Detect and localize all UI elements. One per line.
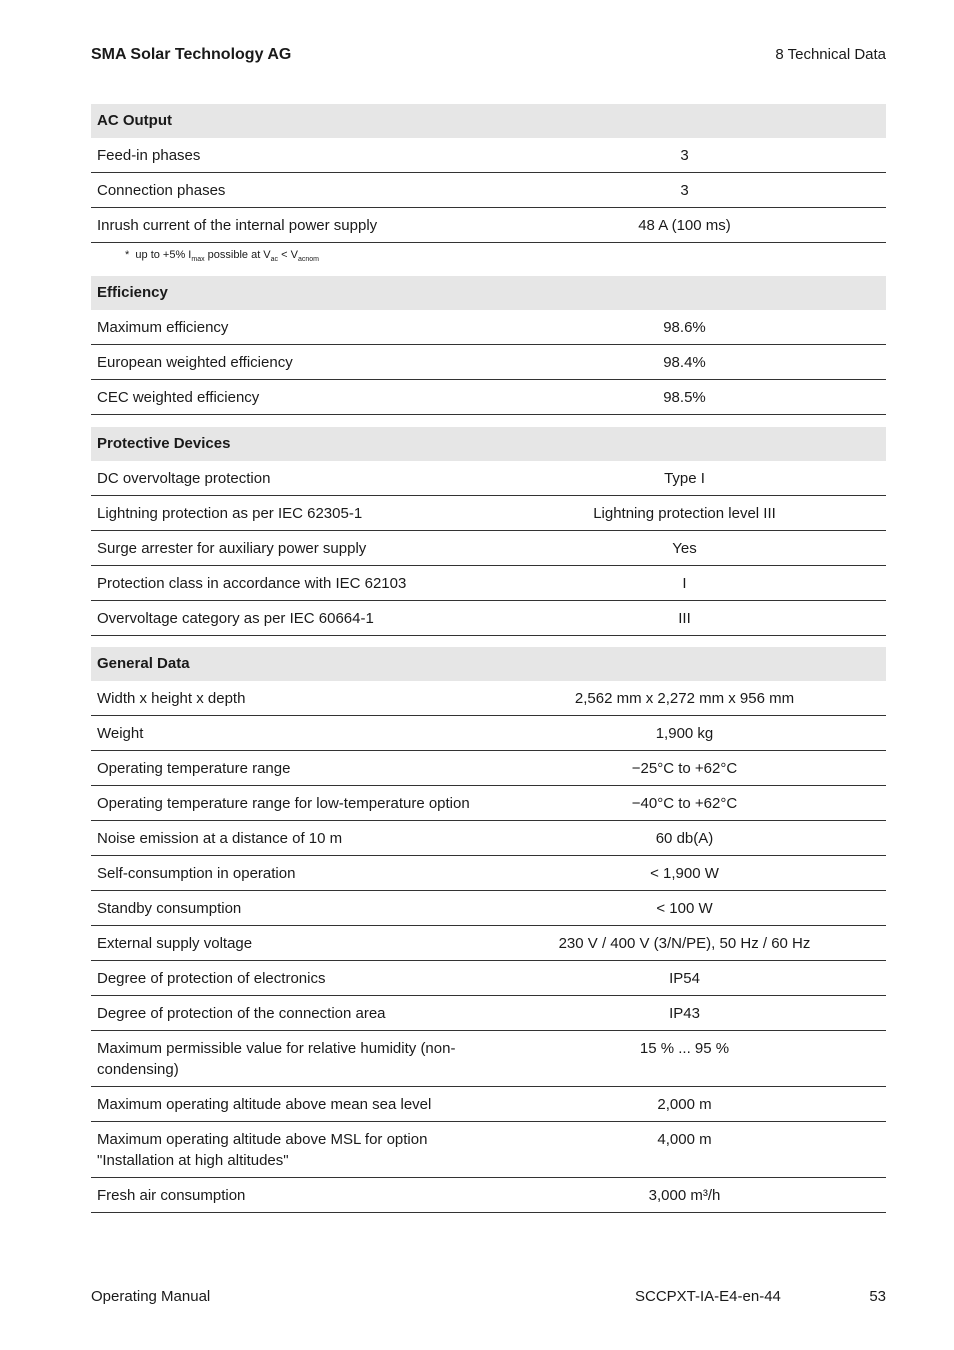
row-value: 15 % ... 95 % [639, 1040, 730, 1057]
row-label: Noise emission at a distance of 10 m [97, 830, 343, 847]
row-label: Protection class in accordance with IEC 62103 [97, 575, 407, 592]
row-label: External supply voltage [97, 935, 253, 952]
row-label: Operating temperature range [97, 760, 291, 777]
row-label: Inrush current of the internal power supply [97, 217, 378, 234]
row-value: 230 V / 400 V (3/N/PE), 50 Hz / 60 Hz [558, 935, 811, 952]
row-label: Maximum operating altitude above mean sea level [97, 1096, 432, 1113]
table-row [91, 1087, 886, 1122]
efficiency-table [91, 276, 886, 415]
row-label: Operating temperature range for low-temperature option [97, 795, 470, 812]
header-company: SMA Solar Technology AG [91, 46, 292, 63]
row-value: III [678, 610, 691, 627]
row-value: 4,000 m [657, 1131, 712, 1148]
table-row [91, 208, 886, 243]
footer-page-number: 53 [869, 1288, 886, 1305]
row-value: I [682, 575, 687, 592]
row-value: 3,000 m³/h [648, 1187, 721, 1204]
protective-devices-heading: Protective Devices [91, 427, 886, 461]
table-row [91, 1178, 886, 1213]
table-row [91, 786, 886, 821]
row-value: < 1,900 W [650, 865, 719, 882]
table-row [91, 173, 886, 208]
table-row [91, 345, 886, 380]
efficiency-heading: Efficiency [91, 276, 886, 310]
row-value: 3 [680, 147, 689, 164]
row-value: IP43 [669, 1005, 700, 1022]
table-row [91, 681, 886, 716]
ac-output-footnote: * up to +5% $I_{max}$ possible at $V_{ac} < V_{acnom}$ [125, 249, 319, 264]
row-label: DC overvoltage protection [97, 470, 271, 487]
row-label: Surge arrester for auxiliary power supply [97, 540, 367, 557]
general-data-table [91, 647, 886, 1213]
row-value: −25°C to +62°C [631, 760, 738, 777]
row-label: Maximum operating altitude above MSL for option "Installation at high altitudes" [97, 1131, 428, 1169]
row-value: 2,000 m [657, 1096, 712, 1113]
footer-manual: Operating Manual [91, 1288, 211, 1305]
table-row [91, 566, 886, 601]
row-value: 48 A (100 ms) [638, 217, 731, 234]
row-value: Type I [664, 470, 705, 487]
table-row [91, 961, 886, 996]
footer-doc-code: SCCPXT-IA-E4-en-44 [635, 1288, 781, 1305]
row-value: 98.6% [663, 319, 706, 336]
table-row [91, 891, 886, 926]
row-label: Maximum permissible value for relative humidity (non-condensing) [97, 1040, 456, 1078]
row-label: Weight [97, 725, 144, 742]
row-value: −40°C to +62°C [631, 795, 738, 812]
protective-devices-table [91, 427, 886, 636]
row-label: Connection phases [97, 182, 226, 199]
row-label: Lightning protection as per IEC 62305-1 [97, 505, 363, 522]
row-label: Degree of protection of the connection area [97, 1005, 386, 1022]
table-row [91, 531, 886, 566]
row-label: European weighted efficiency [97, 354, 293, 371]
row-value: 98.5% [663, 389, 706, 406]
table-row [91, 310, 886, 345]
row-label: Feed-in phases [97, 147, 201, 164]
ac-output-heading: AC Output [91, 104, 886, 138]
row-label: Fresh air consumption [97, 1187, 246, 1204]
row-label: Maximum efficiency [97, 319, 229, 336]
table-row [91, 496, 886, 531]
row-label: Self-consumption in operation [97, 865, 296, 882]
row-value: 2,562 mm x 2,272 mm x 956 mm [574, 690, 795, 707]
table-row [91, 926, 886, 961]
table-row [91, 856, 886, 891]
row-value: Yes [672, 540, 697, 557]
general-data-heading: General Data [91, 647, 886, 681]
header-chapter: 8 Technical Data [775, 46, 886, 63]
row-label: Overvoltage category as per IEC 60664-1 [97, 610, 374, 627]
row-value: Lightning protection level III [593, 505, 776, 522]
table-row [91, 1122, 886, 1178]
row-label: Degree of protection of electronics [97, 970, 326, 987]
table-row [91, 716, 886, 751]
table-row [91, 821, 886, 856]
row-value: 60 db(A) [655, 830, 714, 847]
table-row [91, 996, 886, 1031]
table-row [91, 751, 886, 786]
row-value: 3 [680, 182, 689, 199]
table-row [91, 138, 886, 173]
ac-output-table [91, 104, 886, 265]
row-label: Standby consumption [97, 900, 242, 917]
row-value: 1,900 kg [655, 725, 714, 742]
row-value: 98.4% [663, 354, 706, 371]
table-row [91, 380, 886, 415]
table-row [91, 601, 886, 636]
row-label: CEC weighted efficiency [97, 389, 260, 406]
table-row [91, 461, 886, 496]
row-value: IP54 [669, 970, 700, 987]
row-value: < 100 W [656, 900, 713, 917]
row-label: Width x height x depth [97, 690, 246, 707]
table-row [91, 1031, 886, 1087]
